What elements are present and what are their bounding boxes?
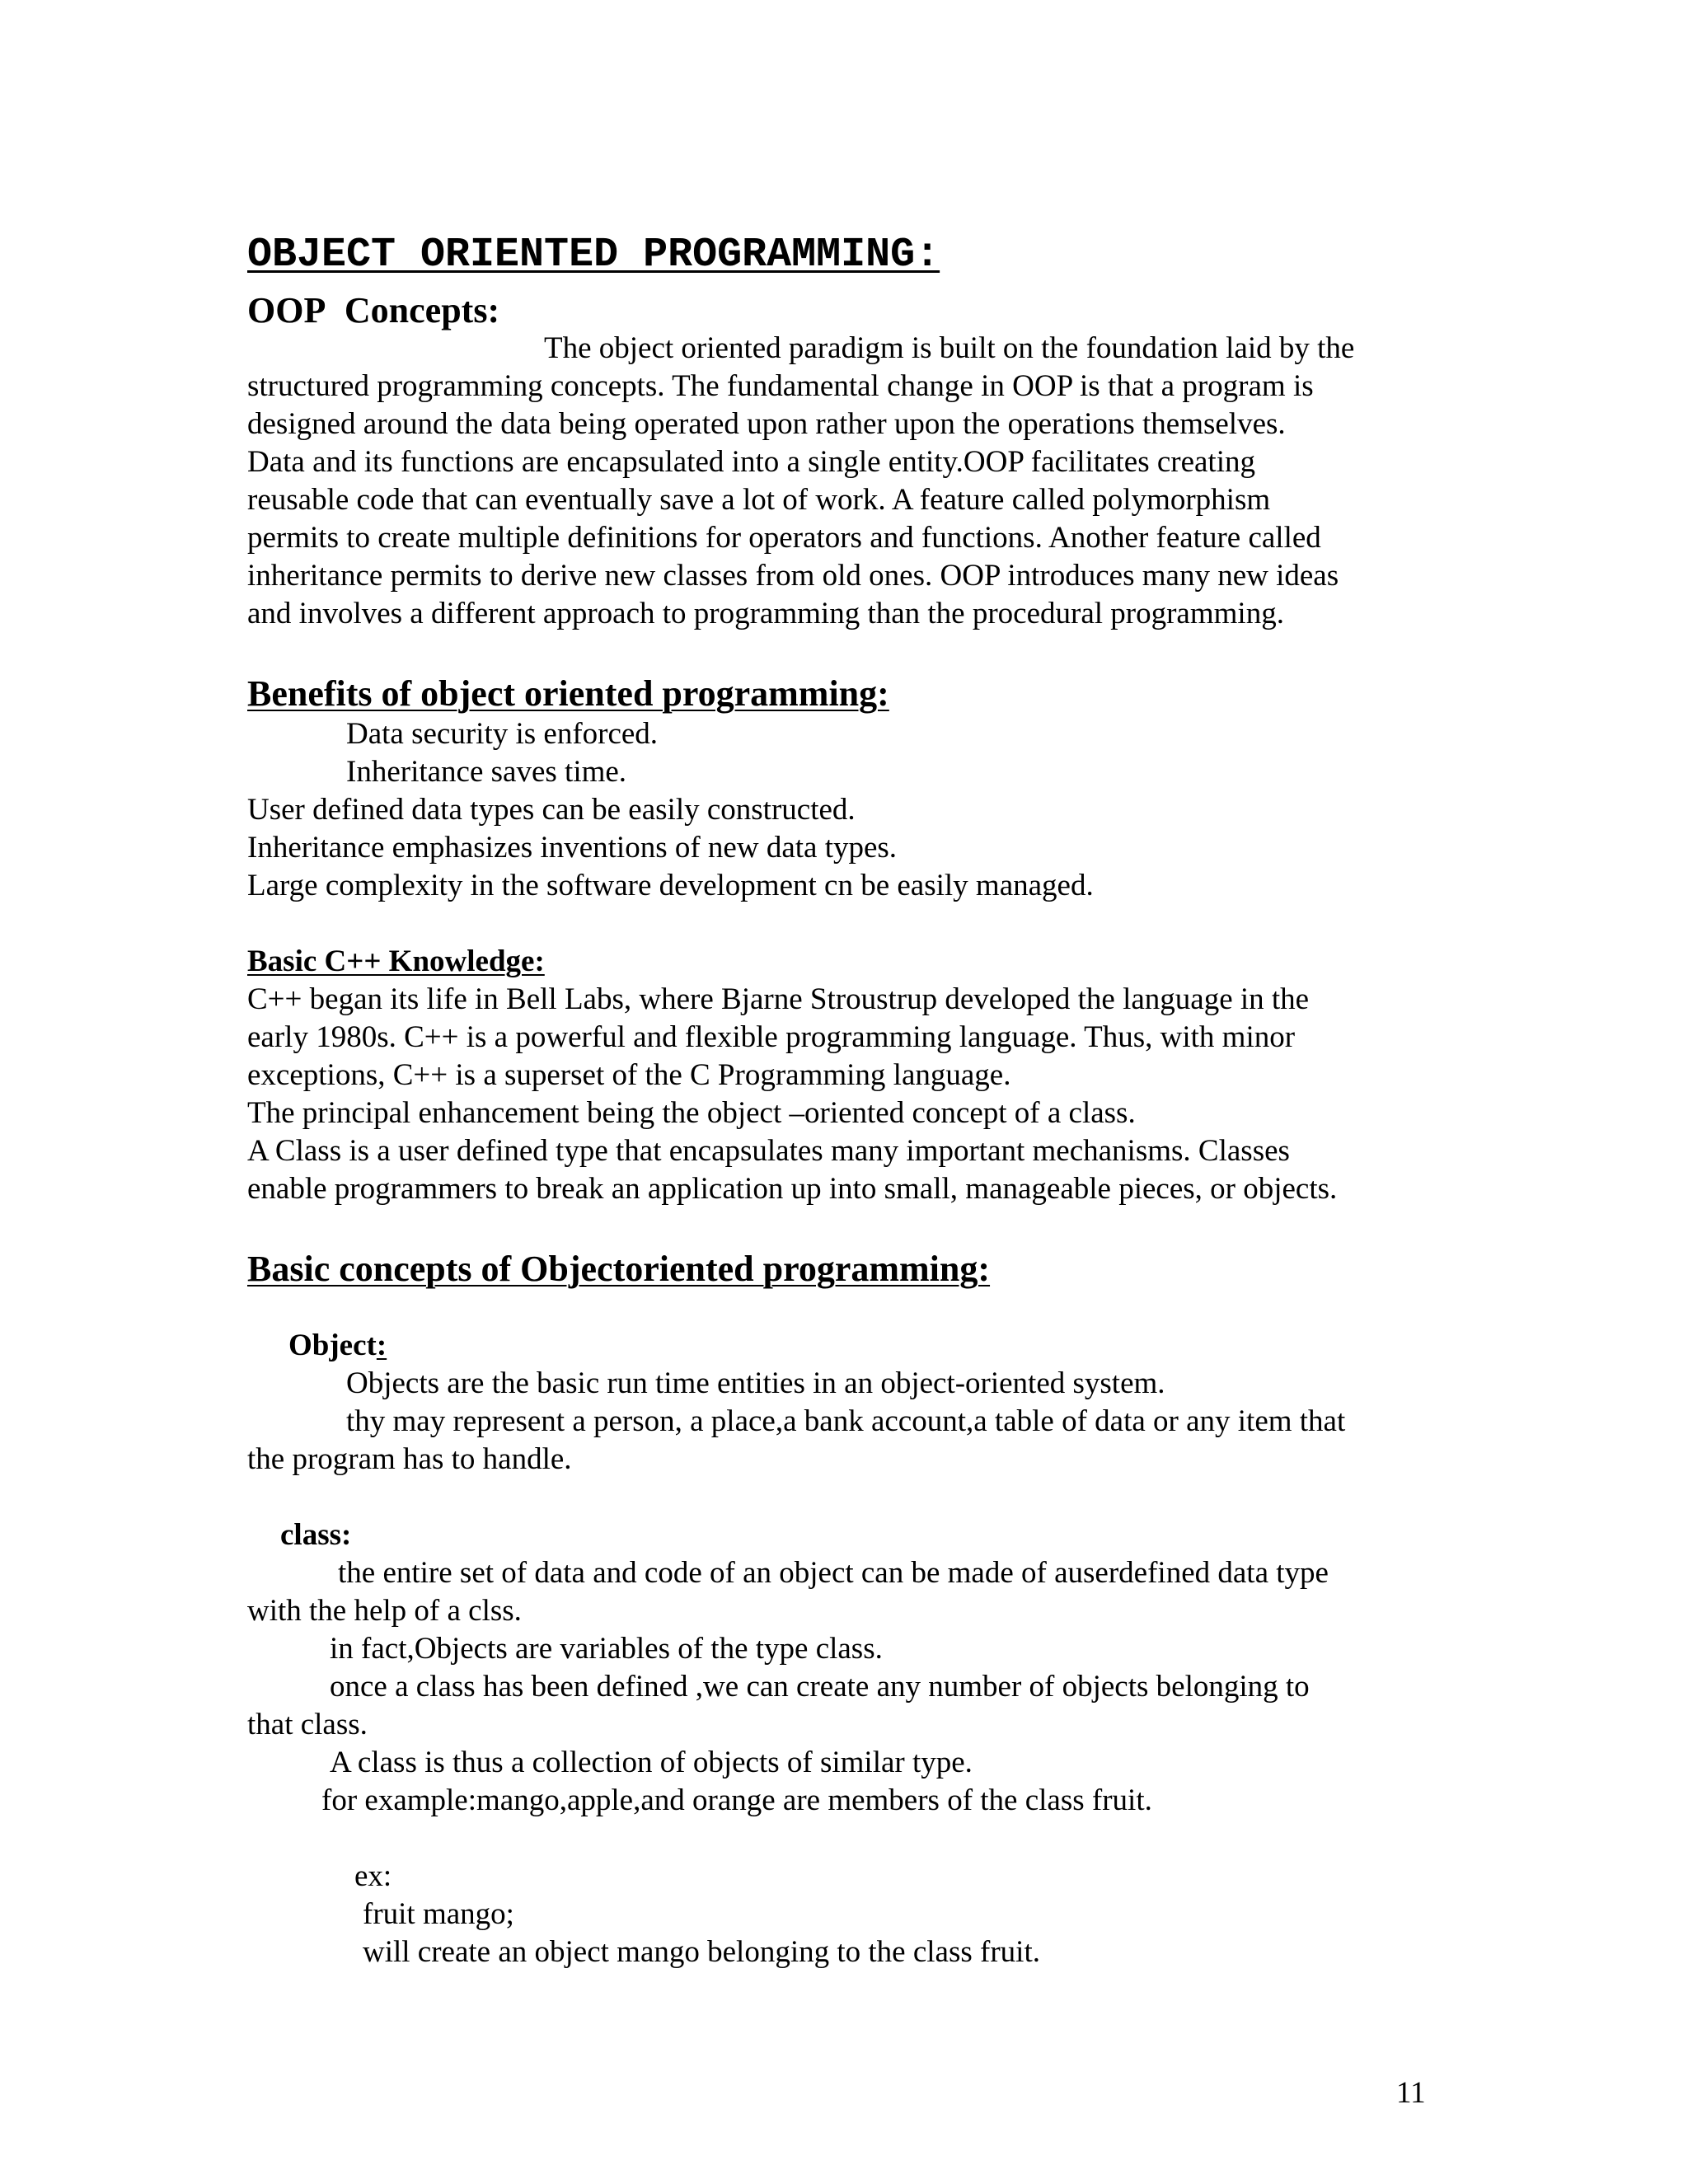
paragraph-line: the program has to handle. xyxy=(247,1442,572,1476)
object-heading-text: Object xyxy=(288,1329,377,1362)
oop-concepts-heading: OOP Concepts: xyxy=(247,290,500,330)
paragraph-line: for example:mango,apple,and orange are members of the class fruit. xyxy=(321,1783,1152,1817)
list-item: Inheritance saves time. xyxy=(346,755,627,789)
cpp-knowledge-heading: Basic C++ Knowledge: xyxy=(247,944,545,978)
paragraph-line: A class is thus a collection of objects of similar type. xyxy=(330,1746,973,1779)
paragraph-line: that class. xyxy=(247,1708,368,1741)
paragraph-line: exceptions, C++ is a superset of the C Programming language. xyxy=(247,1058,1011,1092)
paragraph-line: reusable code that can eventually save a lot of work. A feature called polymorphism xyxy=(247,483,1271,517)
paragraph-line: the entire set of data and code of an object can be made of auserdefined data type xyxy=(338,1556,1329,1590)
paragraph-line: and involves a different approach to programming than the procedural programming. xyxy=(247,597,1284,630)
list-item: Data security is enforced. xyxy=(346,717,659,751)
paragraph-line: inheritance permits to derive new classes from old ones. OOP introduces many new ideas xyxy=(247,559,1339,593)
list-item: User defined data types can be easily constructed. xyxy=(247,793,856,827)
paragraph-line: The principal enhancement being the object –oriented concept of a class. xyxy=(247,1096,1136,1130)
object-heading-colon: : xyxy=(376,1329,387,1362)
paragraph-line: in fact,Objects are variables of the type class. xyxy=(330,1632,883,1666)
list-item: Inheritance emphasizes inventions of new data types. xyxy=(247,831,898,865)
example-code: fruit mango; xyxy=(363,1897,514,1931)
paragraph-line: Objects are the basic run time entities in an object-oriented system. xyxy=(346,1366,1165,1400)
paragraph-line: designed around the data being operated upon rather upon the operations themselves. xyxy=(247,407,1286,441)
class-heading: class: xyxy=(280,1518,352,1552)
example-description: will create an object mango belonging to the class fruit. xyxy=(363,1935,1040,1969)
paragraph-line: C++ began its life in Bell Labs, where Bjarne Stroustrup developed the language in the xyxy=(247,982,1310,1016)
paragraph-line: once a class has been defined ,we can create any number of objects belonging to xyxy=(330,1670,1310,1704)
paragraph-line: A Class is a user defined type that encapsulates many important mechanisms. Classes xyxy=(247,1134,1290,1168)
page-title: OBJECT ORIENTED PROGRAMMING: xyxy=(247,232,940,279)
paragraph-line: with the help of a clss. xyxy=(247,1594,522,1628)
list-item: Large complexity in the software development cn be easily managed. xyxy=(247,869,1094,902)
basic-concepts-heading: Basic concepts of Objectoriented programming: xyxy=(247,1249,991,1289)
benefits-heading: Benefits of object oriented programming: xyxy=(247,673,889,714)
paragraph-line: thy may represent a person, a place,a bank account,a table of data or any item that xyxy=(346,1404,1346,1438)
paragraph-line: permits to create multiple definitions for operators and functions. Another feature called xyxy=(247,521,1321,555)
paragraph-line: enable programmers to break an application up into small, manageable pieces, or objects. xyxy=(247,1172,1338,1206)
object-heading xyxy=(288,1329,387,1362)
example-label: ex: xyxy=(354,1859,392,1893)
paragraph-line: early 1980s. C++ is a powerful and flexible programming language. Thus, with minor xyxy=(247,1020,1296,1054)
page-number: 11 xyxy=(1396,2076,1426,2110)
paragraph-line: The object oriented paradigm is built on the foundation laid by the xyxy=(544,331,1355,365)
paragraph-line: Data and its functions are encapsulated into a single entity.OOP facilitates creating xyxy=(247,445,1255,479)
paragraph-line: structured programming concepts. The fundamental change in OOP is that a program is xyxy=(247,369,1314,403)
